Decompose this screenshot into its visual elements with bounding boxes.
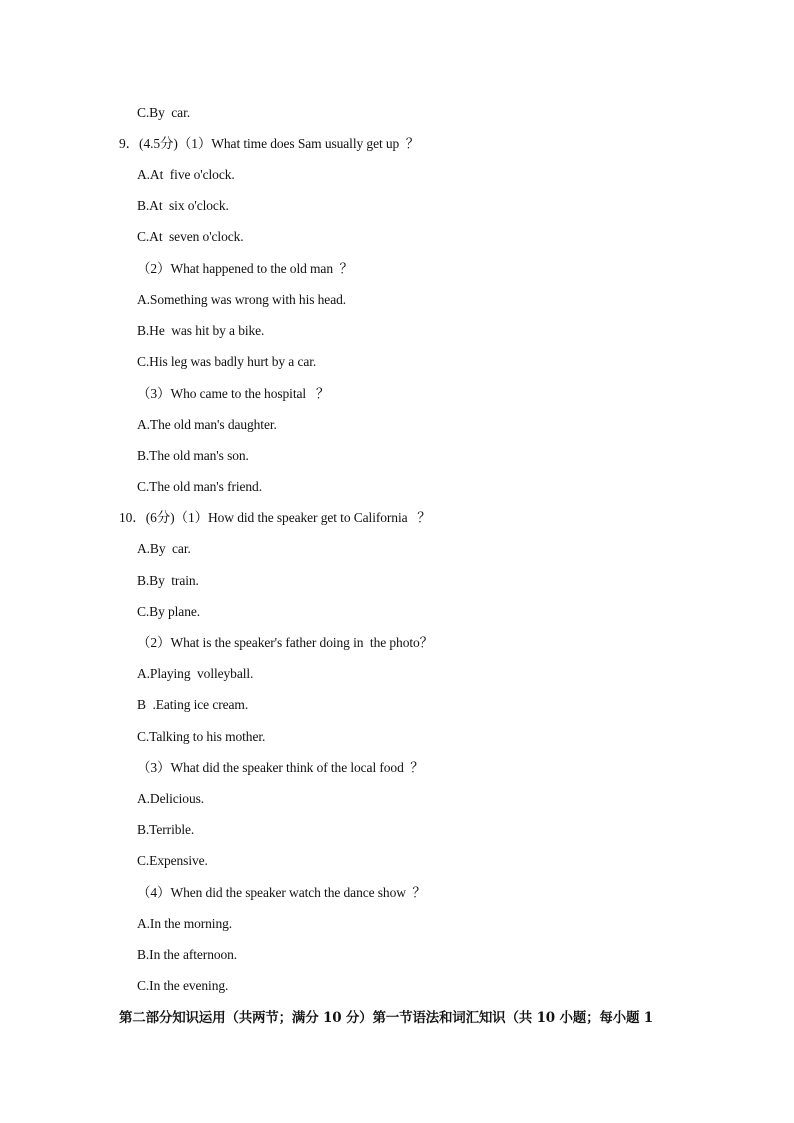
sub-question: （3）Who came to the hospital ？: [137, 386, 330, 401]
option-text: A.Delicious.: [137, 791, 205, 806]
sub-question: （4）When did the speaker watch the dance show ？: [137, 885, 426, 900]
option-text: C.His leg was badly hurt by a car.: [137, 354, 317, 369]
option-text: C.By car.: [137, 105, 190, 120]
option-text: B.The old man's son.: [137, 448, 249, 463]
option-text: C.Expensive.: [137, 853, 208, 868]
option-text: C.The old man's friend.: [137, 479, 262, 494]
option-text: C.In the evening.: [137, 978, 229, 993]
option-text: B.By train.: [137, 573, 199, 588]
question-10-heading: 10．(6分)（1）How did the speaker get to California ？: [119, 510, 431, 525]
option-text: A.In the morning.: [137, 916, 233, 931]
option-text: A.Something was wrong with his head.: [137, 292, 347, 307]
option-text: B .Eating ice cream.: [137, 697, 249, 712]
option-text: B.At six o'clock.: [137, 198, 229, 213]
sub-question: （2）What happened to the old man ？: [137, 261, 353, 276]
option-text: B.He was hit by a bike.: [137, 323, 265, 338]
option-text: A.The old man's daughter.: [137, 417, 277, 432]
option-text: C.Talking to his mother.: [137, 729, 266, 744]
option-text: B.Terrible.: [137, 822, 195, 837]
question-9-heading: 9．(4.5分)（1）What time does Sam usually get up ？: [119, 136, 420, 151]
option-text: B.In the afternoon.: [137, 947, 238, 962]
sub-question: （3）What did the speaker think of the local food ？: [137, 760, 424, 775]
sub-question: （2）What is the speaker's father doing in the photo？: [137, 635, 434, 650]
option-text: A.At five o'clock.: [137, 167, 235, 182]
option-text: A.By car.: [137, 541, 191, 556]
option-text: C.By plane.: [137, 604, 201, 619]
option-text: A.Playing volleyball.: [137, 666, 254, 681]
section-heading: 第二部分知识运用（共两节；满分 10 分）第一节语法和词汇知识（共 10 小题；每小题 1: [119, 1010, 653, 1026]
option-text: C.At seven o'clock.: [137, 229, 244, 244]
